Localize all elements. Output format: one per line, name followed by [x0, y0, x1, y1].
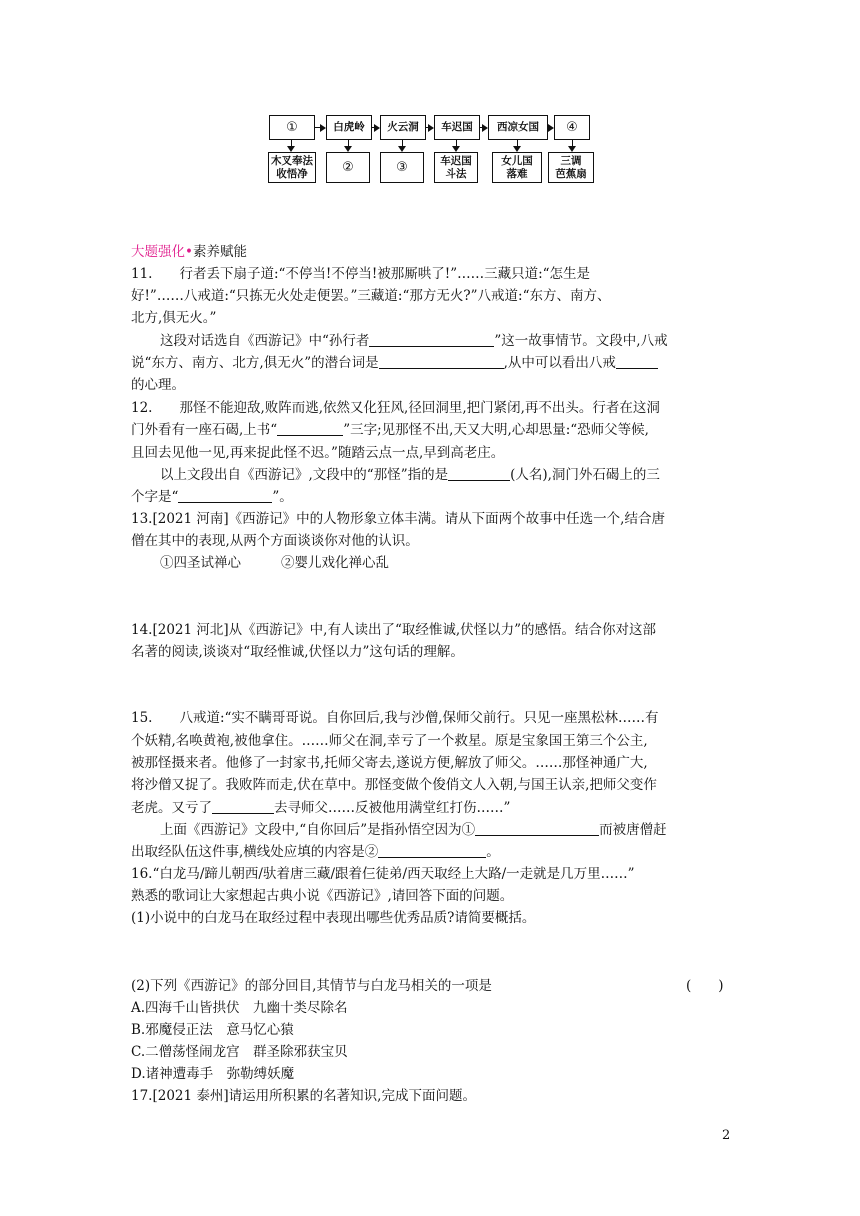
q15-line-3: 被那怪摄来者。他修了一封家书,托师父寄去,遂说方便,解放了师父。……那怪神通广大,	[131, 755, 648, 771]
flow-arrow-head	[482, 124, 488, 132]
q11-text: 说“东方、南方、北方,俱无火”的潜台词是	[131, 355, 379, 371]
flow-arrow-head	[320, 124, 326, 132]
q15-line-2: 个妖精,名唤黄袍,被他拿住。……师父在洞,幸亏了一个救星。原是宝象国王第三个公主,	[131, 733, 648, 749]
q11-text: ,从中可以看出八戒	[503, 355, 616, 371]
q13-line-1: 13.[2021 河南]《西游记》中的人物形象立体丰满。请从下面两个故事中任选一个,结合唐	[131, 511, 665, 527]
q11-line-5	[131, 353, 658, 373]
q12-line-5	[131, 487, 293, 507]
q12-line-2	[131, 420, 649, 440]
page-number: 2	[722, 1128, 731, 1143]
q12-line-3: 且回去见他一见,再来捉此怪不迟。”随踏云点一点,早到高老庄。	[131, 445, 505, 461]
q16-option-d: D.诸神遭毒手 弥勒缚妖魔	[131, 1066, 295, 1082]
q13-options	[160, 553, 389, 573]
bottom-box-6: 三调 芭蕉扇	[548, 152, 594, 183]
q14-line-1: 14.[2021 河北]从《西游记》中,有人读出了“取经惟诚,伏怪以力”的感悟。结合你对这部	[131, 622, 657, 638]
q12-line-1: 12. 那怪不能迎敌,败阵而逃,依然又化狂风,径回洞里,把门紧闭,再不出头。行者在这洞	[131, 400, 660, 416]
answer-blank[interactable]	[178, 488, 272, 503]
q11-line-3: 北方,俱无火。”	[131, 310, 217, 326]
q11-line-4	[160, 331, 668, 351]
bottom-box-5: 女儿国 落难	[492, 152, 542, 183]
q15-line-7	[131, 842, 500, 862]
q15-line-6	[160, 820, 667, 840]
q13-option-1: ①四圣试禅心	[160, 555, 241, 571]
answer-blank[interactable]	[616, 354, 658, 369]
answer-blank[interactable]	[379, 354, 504, 369]
bottom-box-4: 车迟国 斗法	[434, 152, 478, 183]
flow-arrow-head	[548, 124, 554, 132]
answer-blank[interactable]	[475, 821, 599, 836]
q17-line-1: 17.[2021 泰州]请运用所积累的名著知识,完成下面问题。	[131, 1088, 476, 1104]
top-box-1: ①	[269, 115, 315, 140]
q12-text: ”。	[272, 489, 293, 505]
answer-blank[interactable]	[277, 421, 343, 436]
section-title: 大题强化	[131, 244, 185, 260]
section-header	[131, 242, 247, 262]
q16-line-2: 熟悉的歌词让大家想起古典小说《西游记》,请回答下面的问题。	[131, 888, 514, 904]
q12-text: (人名),洞门外石碣上的三	[510, 467, 660, 483]
q15-text: 而被唐僧赶	[599, 822, 667, 838]
q16-option-a: A.四海千山皆拱伏 九幽十类尽除名	[131, 1000, 348, 1016]
q15-text: 。	[486, 844, 500, 860]
bottom-box-3: ③	[380, 152, 424, 183]
q14-line-2: 名著的阅读,谈谈对“取经惟诚,伏怪以力”这句话的理解。	[131, 644, 464, 660]
answer-blank[interactable]	[448, 466, 510, 481]
q11-text: 这段对话选自《西游记》中“孙行者	[160, 333, 370, 349]
section-subtitle: 素养赋能	[192, 244, 247, 260]
q15-line-5	[131, 798, 510, 818]
q16-line-3: (1)小说中的白龙马在取经过程中表现出哪些优秀品质?请简要概括。	[131, 910, 536, 926]
q16-option-c: C.二僧荡怪闹龙宫 群圣除邪获宝贝	[131, 1044, 348, 1060]
q11-line-6: 的心理。	[131, 377, 185, 393]
q16-line-4: (2)下列《西游记》的部分回目,其情节与白龙马相关的一项是	[131, 978, 492, 994]
answer-parentheses[interactable]: ( )	[686, 978, 724, 994]
top-box-3: 火云洞	[380, 115, 426, 140]
q12-line-4	[160, 465, 660, 485]
bottom-box-2: ②	[326, 152, 370, 183]
q12-text: 以上文段出自《西游记》,文段中的“那怪”指的是	[160, 467, 449, 483]
q16-option-b: B.邪魔侵正法 意马忆心猿	[131, 1022, 294, 1038]
top-box-4: 车迟国	[434, 115, 480, 140]
flow-arrow-head	[374, 124, 380, 132]
q13-line-2: 僧在其中的表现,从两个方面谈谈你对他的认识。	[131, 533, 419, 549]
top-box-6: ④	[554, 115, 590, 140]
q12-text: ”三字;见那怪不出,天又大明,心却思量:“恐师父等候,	[343, 422, 649, 438]
q15-text: 上面《西游记》文段中,“自你回后”是指孙悟空因为①	[160, 822, 476, 838]
q11-line-2: 好!”……八戒道:“只拣无火处走便罢。”三藏道:“那方无火?”八戒道:“东方、南方、	[131, 288, 611, 304]
answer-blank[interactable]	[369, 332, 494, 347]
q16-line-1: 16.“白龙马/蹄儿朝西/驮着唐三藏/跟着仨徒弟/西天取经上大路/一走就是几万里……”	[131, 866, 635, 882]
flow-arrow-head	[428, 124, 434, 132]
q11-line-1: 11. 行者丢下扇子道:“不停当!不停当!被那厮哄了!”……三藏只道:“怎生是	[131, 266, 591, 282]
q15-text: 出取经队伍这件事,横线处应填的内容是②	[131, 844, 379, 860]
section-dot: •	[185, 244, 193, 260]
bottom-box-1: 木叉奉法 收悟净	[268, 152, 316, 183]
answer-blank[interactable]	[212, 799, 274, 814]
q15-text: 去寻师父……反被他用满堂红打伤……”	[274, 800, 511, 816]
q15-text: 老虎。又亏了	[131, 800, 212, 816]
answer-blank[interactable]	[378, 843, 486, 858]
q12-text: 门外看有一座石碣,上书“	[131, 422, 278, 438]
top-box-5: 西凉女国	[488, 115, 548, 140]
q15-line-1: 15. 八戒道:“实不瞒哥哥说。自你回后,我与沙僧,保师父前行。只见一座黑松林……有	[131, 710, 659, 726]
q11-text: ”这一故事情节。文段中,八戒	[494, 333, 668, 349]
top-box-2: 白虎岭	[326, 115, 372, 140]
journey-flow-diagram	[0, 0, 860, 200]
q13-option-2: ②婴儿戏化禅心乱	[281, 555, 389, 571]
q12-text: 个字是“	[131, 489, 179, 505]
q15-line-4: 将沙僧又捉了。我败阵而走,伏在草中。那怪变做个俊俏文人入朝,与国王认亲,把师父变作	[131, 777, 657, 793]
